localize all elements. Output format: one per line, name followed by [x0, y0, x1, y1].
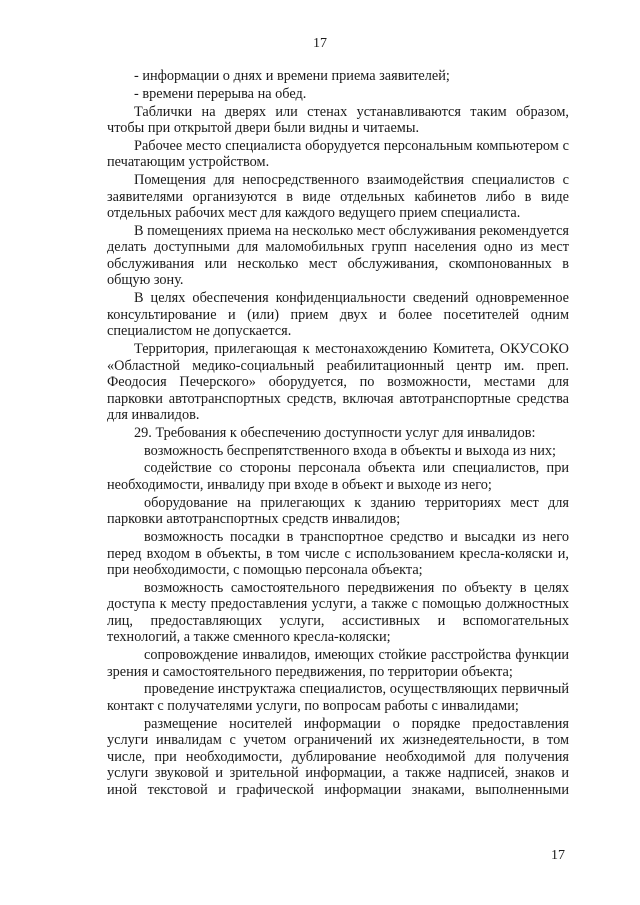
page-number-bottom: 17: [551, 848, 565, 863]
paragraph-workplace: Рабочее место специалиста оборудуется персональным компьютером с печатающим устройством.: [107, 137, 569, 171]
paragraph-escort: сопровождение инвалидов, имеющих стойкие расстройства функции зрения и самостоятельного передвижения, по территории объекта;: [107, 647, 569, 680]
paragraph-hours-info: - информации о днях и времени приема заявителей;: [134, 68, 450, 84]
paragraph-parking: оборудование на прилегающих к зданию территориях мест для парковки автотранспортных средств инвалидов;: [107, 494, 569, 528]
paragraph-staff-assistance: содействие со стороны персонала объекта или специалистов, при необходимости, инвалиду при входе в объект и выходе из него;: [107, 460, 569, 493]
page-number-top: 17: [313, 36, 327, 51]
paragraph-territory: Территория, прилегающая к местонахождению Комитета, ОКУСОКО «Областной медико-социальный реабилитационный центр им. преп. Феодосия Печерского» оборудуется, по возможности, местами для парковки автотранспортных средств, включая автотранспортные средства для инвалидов.: [107, 341, 569, 424]
paragraph-premises: Помещения для непосредственного взаимодействия специалистов с заявителями организуются в виде отдельных кабинетов либо в виде отдельных рабочих мест для каждого ведущего прием специалиста.: [107, 172, 569, 222]
document-body: [107, 68, 569, 800]
paragraph-lunch-break: - времени перерыва на обед.: [134, 85, 307, 102]
paragraph-information-placement: размещение носителей информации о порядке предоставления услуги инвалидам с учетом ограничений их жизнедеятельности, в том числе, при необходимости, дублирование необходимой для получения услуги звуковой и зрительной информации, а также надписей, знаков и иной текстовой и графической информации знаками, выполненными: [107, 715, 569, 798]
paragraph-briefing: проведение инструктажа специалистов, осуществляющих первичный контакт с получателями услуги, по вопросам работы с инвалидами;: [107, 681, 569, 714]
paragraph-section-29: 29. Требования к обеспечению доступности услуг для инвалидов:: [134, 424, 536, 441]
paragraph-movement: возможность самостоятельного передвижения по объекту в целях доступа к месту предоставления услуги, а также с помощью должностных лиц, предоставляющих услуги, ассистивных и вспомогательных технологий, а также сменного кресла-коляски;: [107, 579, 569, 646]
paragraph-free-entry: возможность беспрепятственного входа в объекты и выхода из них;: [144, 442, 557, 459]
paragraph-boarding: возможность посадки в транспортное средство и высадки из него перед входом в объекты, в том числе с использованием кресла-коляски и, при необходимости, с помощью персонала объекта;: [107, 529, 569, 579]
paragraph-confidentiality: В целях обеспечения конфиденциальности сведений одновременное консультирование и (или) прием двух и более посетителей одним специалистом не допускается.: [107, 290, 569, 340]
paragraph-reception-rooms: В помещениях приема на несколько мест обслуживания рекомендуется делать доступными для маломобильных групп населения одно из мест обслуживания или несколько мест обслуживания, скомпонованных в общую зону.: [107, 222, 569, 289]
paragraph-door-signs: Таблички на дверях или стенах устанавливаются таким образом, чтобы при открытой двери были видны и читаемы.: [107, 103, 569, 137]
